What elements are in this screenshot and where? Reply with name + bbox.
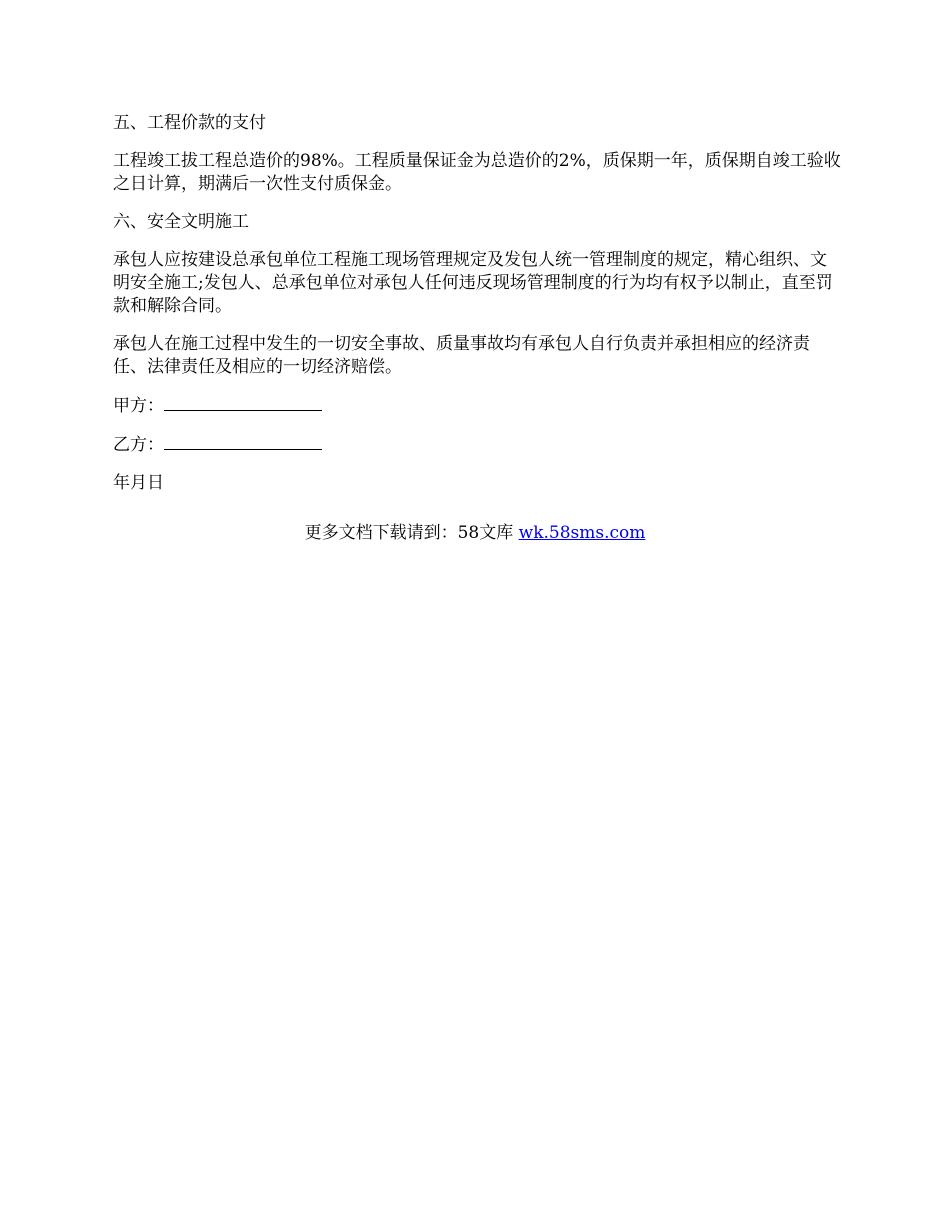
party-a-signature-line — [113, 394, 843, 418]
paragraph-liability: 承包人在施工过程中发生的一切安全事故、质量事故均有承包人自行负责并承担相应的经济责任、法律责任及相应的一切经济赔偿。 — [113, 334, 810, 377]
paragraph-site-management: 承包人应按建设总承包单位工程施工现场管理规定及发包人统一管理制度的规定，精心组织、文明安全施工;发包人、总承包单位对承包人任何违反现场管理制度的行为均有权予以制止，直至罚款和解除合同。 — [113, 250, 833, 316]
party-b-signature-line — [113, 433, 843, 457]
footer-link[interactable]: wk.58sms.com — [518, 523, 646, 543]
footer-download-note — [0, 522, 950, 545]
party-b-blank — [164, 433, 322, 450]
section-heading-payment: 五、工程价款的支付 — [113, 113, 266, 133]
party-b-label: 乙方： — [113, 435, 164, 455]
document-body — [113, 112, 843, 510]
date-line: 年月日 — [113, 473, 164, 493]
section-heading-safety: 六、安全文明施工 — [113, 212, 249, 232]
paragraph-payment-terms: 工程竣工拔工程总造价的98%。工程质量保证金为总造价的2%，质保期一年，质保期自竣工验收之日计算，期满后一次性支付质保金。 — [113, 151, 841, 194]
party-a-label: 甲方： — [113, 396, 164, 416]
footer-text: 更多文档下载请到：58文库 — [304, 523, 519, 543]
party-a-blank — [164, 394, 322, 411]
